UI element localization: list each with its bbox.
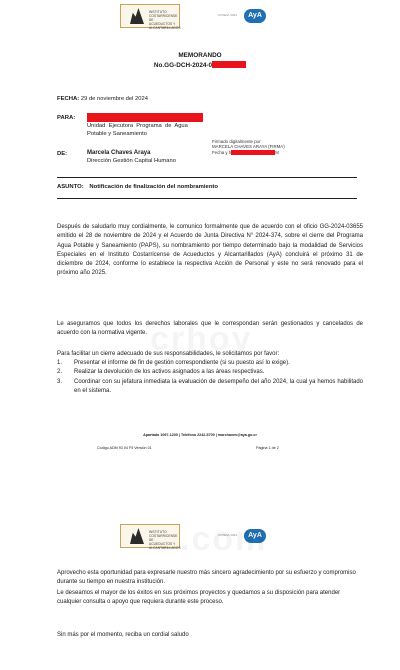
body-paragraph-2: Le aseguramos que todos los derechos laborales que le correspondan serán gestionados y cancelados de acuerdo con la normativa vigente. <box>57 321 363 337</box>
aya-logo: AyA <box>244 9 266 23</box>
fecha-value: 29 de noviembre del 2024 <box>80 96 148 102</box>
memo-number-line <box>0 61 400 69</box>
sender <box>87 149 176 165</box>
divider-top <box>57 177 357 178</box>
watermark <box>180 520 267 559</box>
sender-unit: Dirección Gestión Capital Humano <box>87 158 176 164</box>
fecha-label: FECHA: <box>57 96 80 102</box>
institution-logo <box>120 4 180 28</box>
asunto-label: ASUNTO: <box>57 184 84 190</box>
cosevi-mark: COSEVI·2024 <box>218 13 238 17</box>
institution-logo <box>120 524 180 548</box>
org-name: INSTITUTO COSTARRICENSE DE ACUEDUCTOS Y ALCANTARILLADOS <box>149 530 181 550</box>
list-item: 1. Presentar el informe de fin de gestión correspondiente (si su puesto así lo exige). <box>57 360 290 366</box>
cosevi-mark: COSEVI·2024 <box>218 533 238 537</box>
mountain-logo-icon <box>130 528 144 544</box>
sender-name: Marcela Chaves Araya <box>87 150 151 156</box>
page2-paragraph-2: Le deseamos el mayor de los éxitos en sus próximos proyectos y quedamos a su disposición para atender cualquier consulta o apoyo que requiera durante este proceso. <box>57 590 341 606</box>
footer-code: Código ADM 93 04 F5 Versión 01 <box>97 446 152 450</box>
request-list <box>57 359 363 396</box>
body-paragraph-3: Para facilitar un cierre adecuado de sus responsabilidades, le solicitamos por favor: <box>57 351 280 357</box>
asunto-row <box>57 183 218 191</box>
page-2 <box>0 490 400 670</box>
aya-logo: AyA <box>244 529 266 543</box>
signature-date-redaction <box>231 150 275 155</box>
recipient-redaction <box>87 113 203 122</box>
page2-paragraph-1: Aprovecho esta oportunidad para expresarle nuestro más sincero agradecimiento por su esfuerzo y compromiso durante su tiempo en nuestra institución. <box>57 570 356 586</box>
asunto-value: Notificación de finalización del nombramiento <box>89 184 218 190</box>
list-item: 3. Coordinar con su jefatura inmediata la evaluación de desempeño del año 2024, la cual ya hemos habilitado en el sistema. <box>57 378 363 394</box>
para-label: PARA: <box>57 115 76 121</box>
para-unit: Unidad Ejecutora Programa de Agua Potable y Saneamiento <box>87 123 188 137</box>
de-label: DE: <box>57 151 68 157</box>
list-item: 2. Realizar la devolución de los activos asignados a las áreas respectivas. <box>57 369 265 376</box>
memo-title: MEMORANDO <box>178 52 222 59</box>
redaction-box <box>212 61 246 68</box>
divider-bottom <box>57 198 357 199</box>
page-gap <box>0 470 400 490</box>
body-paragraph-1: Después de saludarlo muy cordialmente, le comunico formalmente que de acuerdo con el oficio GG-2024-03655 emitido el 28 de noviembre de 2024 y el Acuerdo de Junta Directiva N° 2024-374, sobre el cierre del Programa Agua Potable y Saneamiento (PAPS), su nombramiento por tiempo determinado bajo la modalidad de Servicios Especiales en el Instituto Costarricense de Acueductos y Alcantarillados (AyA) concluirá el próximo 31 de diciembre de 2024, conforme lo establece la respectiva Acción de Personal y este no será renovado para el próximo año 2025. <box>57 224 363 277</box>
footer-page: Página 1 de 2 <box>256 446 279 450</box>
mountain-logo-icon <box>130 8 144 24</box>
digital-signature-note: Firmado digitalmente por MARCELA CHAVES ARAYA (FIRMA) Fecha y h M <box>212 139 285 155</box>
footer-contact: Apartado 1097-1200 | Teléfono 2242-5700 | marchaves@aya.go.cr <box>143 433 257 437</box>
memo-number: No.GG-DCH-2024-0 <box>153 62 213 69</box>
org-name: INSTITUTO COSTARRICENSE DE ACUEDUCTOS Y ALCANTARILLADOS <box>149 10 181 30</box>
fecha-row <box>57 95 148 103</box>
page2-closing: Sin más por el momento, reciba un cordial saludo <box>57 632 189 638</box>
